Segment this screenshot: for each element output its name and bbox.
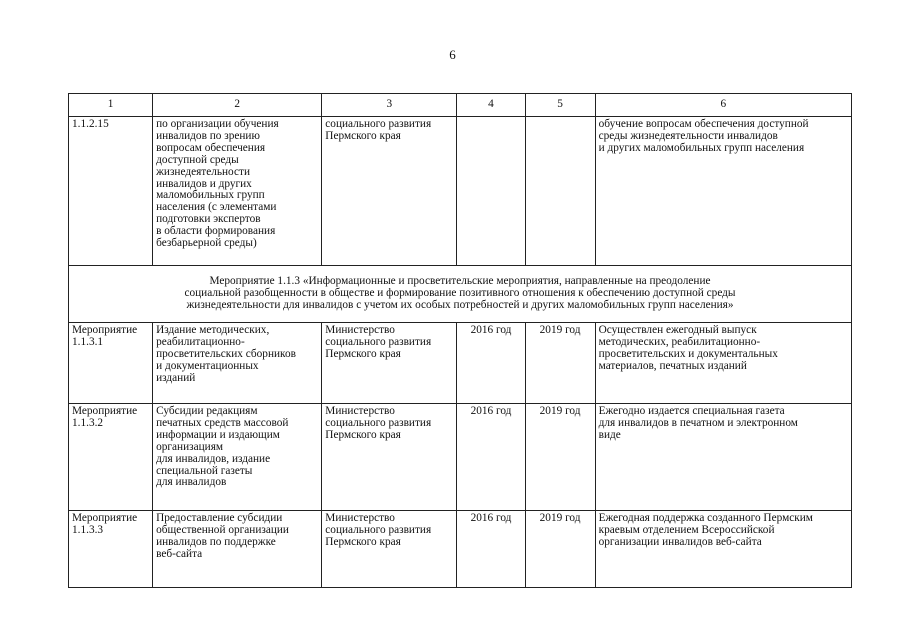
cell-line: социального развития <box>325 523 432 536</box>
section-title-cell <box>69 266 852 323</box>
cell-line: методических, реабилитационно- <box>598 335 761 348</box>
cell-line: доступной среды <box>156 153 239 166</box>
cell-line: Мероприятие <box>72 405 138 417</box>
name-cell <box>153 511 322 588</box>
cell-line: Мероприятие <box>72 324 138 336</box>
table-row <box>69 404 852 511</box>
cell-line: Мероприятие <box>72 512 138 524</box>
executor-cell <box>322 511 457 588</box>
cell-line: реабилитационно- <box>156 335 245 348</box>
cell-line: социального развития <box>325 118 432 130</box>
cell-line: социального развития <box>325 416 432 429</box>
result-cell <box>595 404 851 511</box>
cell-line: просветительских сборников <box>156 347 296 360</box>
cell-line: Пермского края <box>325 347 401 360</box>
cell-line: Ежегодная поддержка созданного Пермским <box>598 512 813 524</box>
cell-line: Предоставление субсидии <box>156 512 283 524</box>
cell-line: Министерство <box>325 324 395 336</box>
executor-cell <box>322 323 457 404</box>
measures-table <box>68 93 852 588</box>
cell-line: 1.1.3.3 <box>72 523 104 536</box>
cell-line: инвалидов и других <box>156 177 252 190</box>
cell-line: населения (с элементами <box>156 201 277 214</box>
cell-line: для инвалидов, издание <box>156 452 271 465</box>
cell-line: подготовки экспертов <box>156 213 261 226</box>
cell-line: организации инвалидов веб-сайта <box>598 535 762 548</box>
cell-line: обучение вопросам обеспечения доступной <box>598 118 809 130</box>
table-header-row <box>69 94 852 117</box>
header-cell: 1 <box>69 94 153 117</box>
table-row <box>69 511 852 588</box>
cell-line: 1.1.3.2 <box>72 416 104 429</box>
start-cell: 2016 год <box>457 404 525 511</box>
cell-line: в области формирования <box>156 225 276 238</box>
cell-line: виде <box>598 428 621 441</box>
end-cell: 2019 год <box>525 404 595 511</box>
header-cell: 6 <box>595 94 851 117</box>
header-cell: 5 <box>525 94 595 117</box>
cell-line: Субсидии редакциям <box>156 405 258 417</box>
code-cell <box>69 404 153 511</box>
cell-line: информации и издающим <box>156 428 280 441</box>
cell-line: социального развития <box>325 335 432 348</box>
cell-line: изданий <box>156 371 196 384</box>
cell-line: инвалидов по зрению <box>156 129 260 142</box>
cell-line: просветительских и документальных <box>598 347 778 360</box>
start-cell <box>457 117 525 266</box>
header-cell: 2 <box>153 94 322 117</box>
code-cell: 1.1.2.15 <box>69 117 153 266</box>
executor-cell <box>322 117 457 266</box>
name-cell <box>153 323 322 404</box>
header-cell: 3 <box>322 94 457 117</box>
header-cell: 4 <box>457 94 525 117</box>
cell-line: общественной организации <box>156 523 289 536</box>
cell-line: и документационных <box>156 359 259 372</box>
section-line: Мероприятие 1.1.3 «Информационные и просветительские мероприятия, направленные на преодоление <box>209 275 711 288</box>
cell-line: материалов, печатных изданий <box>598 359 747 372</box>
end-cell: 2019 год <box>525 511 595 588</box>
start-cell: 2016 год <box>457 323 525 404</box>
cell-line: печатных средств массовой <box>156 416 289 429</box>
cell-line: Пермского края <box>325 535 401 548</box>
cell-line: Пермского края <box>325 129 401 142</box>
result-cell <box>595 117 851 266</box>
cell-line: среды жизнедеятельности инвалидов <box>598 129 778 142</box>
table-row-continuation <box>69 117 852 266</box>
cell-line: безбарьерной среды) <box>156 237 257 250</box>
name-cell <box>153 117 322 266</box>
cell-line: веб-сайта <box>156 547 203 560</box>
table-row <box>69 323 852 404</box>
cell-line: вопросам обеспечения <box>156 141 266 154</box>
code-cell <box>69 511 153 588</box>
cell-line: Министерство <box>325 512 395 524</box>
cell-line: и других маломобильных групп населения <box>598 141 805 154</box>
cell-line: маломобильных групп <box>156 189 265 202</box>
end-cell <box>525 117 595 266</box>
cell-line: организациям <box>156 440 224 453</box>
executor-cell <box>322 404 457 511</box>
cell-line: Министерство <box>325 405 395 417</box>
page-number: 6 <box>449 47 456 62</box>
cell-line: краевым отделением Всероссийской <box>598 523 775 536</box>
section-line: жизнедеятельности для инвалидов с учетом их особых потребностей и других маломобильных групп населения» <box>186 298 734 311</box>
cell-line: жизнедеятельности <box>156 165 250 178</box>
start-cell: 2016 год <box>457 511 525 588</box>
cell-line: Издание методических, <box>156 324 270 336</box>
cell-line: Пермского края <box>325 428 401 441</box>
cell-line: для инвалидов в печатном и электронном <box>598 416 798 429</box>
result-cell <box>595 323 851 404</box>
section-line: социальной разобщенности в обществе и формирование позитивного отношения к обеспечению доступной среды <box>184 287 736 300</box>
name-cell <box>153 404 322 511</box>
cell-line: специальной газеты <box>156 464 253 477</box>
cell-line: 1.1.3.1 <box>72 335 104 348</box>
cell-line: Осуществлен ежегодный выпуск <box>598 324 757 336</box>
code-cell <box>69 323 153 404</box>
cell-line: для инвалидов <box>156 476 227 489</box>
cell-line: инвалидов по поддержке <box>156 535 276 548</box>
result-cell <box>595 511 851 588</box>
cell-line: по организации обучения <box>156 118 279 130</box>
section-row <box>69 266 852 323</box>
end-cell: 2019 год <box>525 323 595 404</box>
cell-line: Ежегодно издается специальная газета <box>598 405 785 417</box>
